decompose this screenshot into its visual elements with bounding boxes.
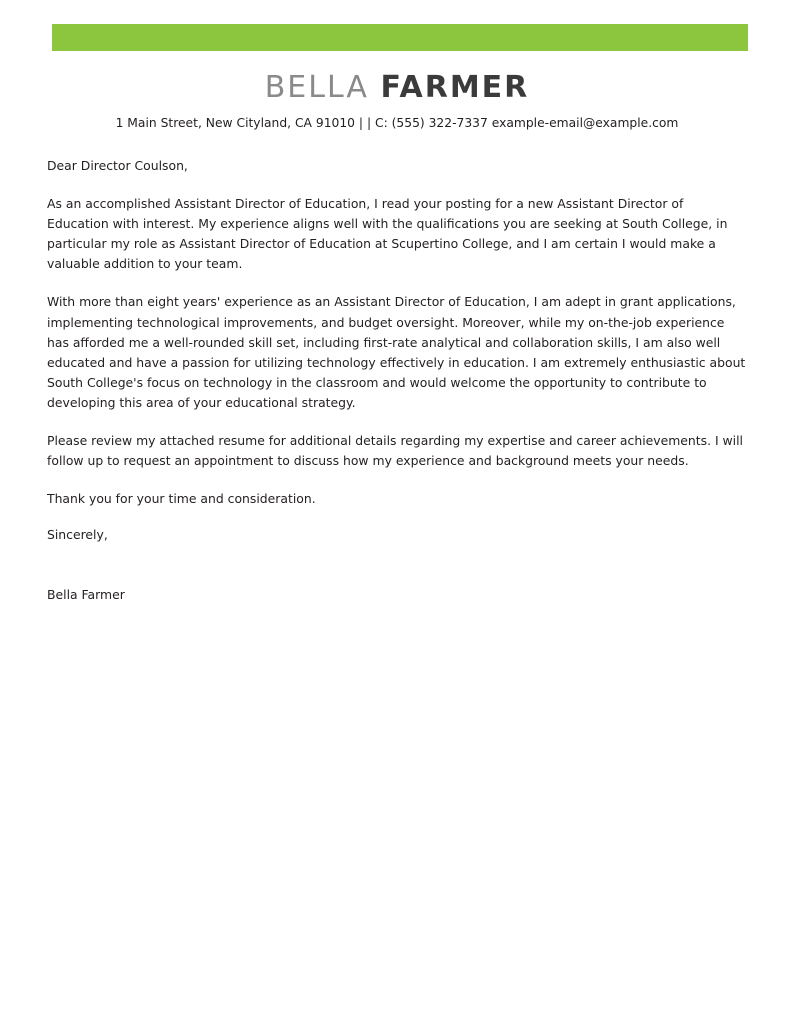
- signature-name: Bella Farmer: [47, 587, 125, 603]
- paragraph-1: As an accomplished Assistant Director of Education, I read your posting for a new Assistant Director of Education with interest. My experience aligns well with the qualifications you are seeking at South College, in particular my role as Assistant Director of Education at Scupertino College, and I am certain I would make a valuable addition to your team.: [47, 196, 728, 272]
- first-name: BELLA: [264, 70, 369, 105]
- letter-content: [47, 62, 747, 606]
- paragraph-3: Please review my attached resume for additional details regarding my expertise and career achievements. I will follow up to request an appointment to discuss how my experience and background meets your needs.: [47, 433, 744, 469]
- header-accent-bar: [52, 24, 748, 51]
- last-name: FARMER: [380, 70, 530, 105]
- letter-body: [47, 156, 747, 606]
- paragraph-2: With more than eight years' experience as an Assistant Director of Education, I am adept in grant applications, implementing technological improvements, and budget oversight. Moreover, while my on-the-job experience has afforded me a well-rounded skill set, including first-rate analytical and collaboration skills, I am also well educated and have a passion for utilizing technology effectively in education. I am extremely enthusiastic about South College's focus on technology in the classroom and would welcome the opportunity to contribute to developing this area of your educational strategy.: [47, 294, 746, 410]
- closing-sincerely: Sincerely,: [47, 527, 108, 543]
- salutation: Dear Director Coulson,: [47, 158, 188, 173]
- page-title: [47, 70, 747, 106]
- closing-thanks: Thank you for your time and consideration.: [47, 491, 316, 507]
- contact-info: 1 Main Street, New Cityland, CA 91010 | | C: (555) 322-7337 example-email@example.com: [115, 116, 679, 130]
